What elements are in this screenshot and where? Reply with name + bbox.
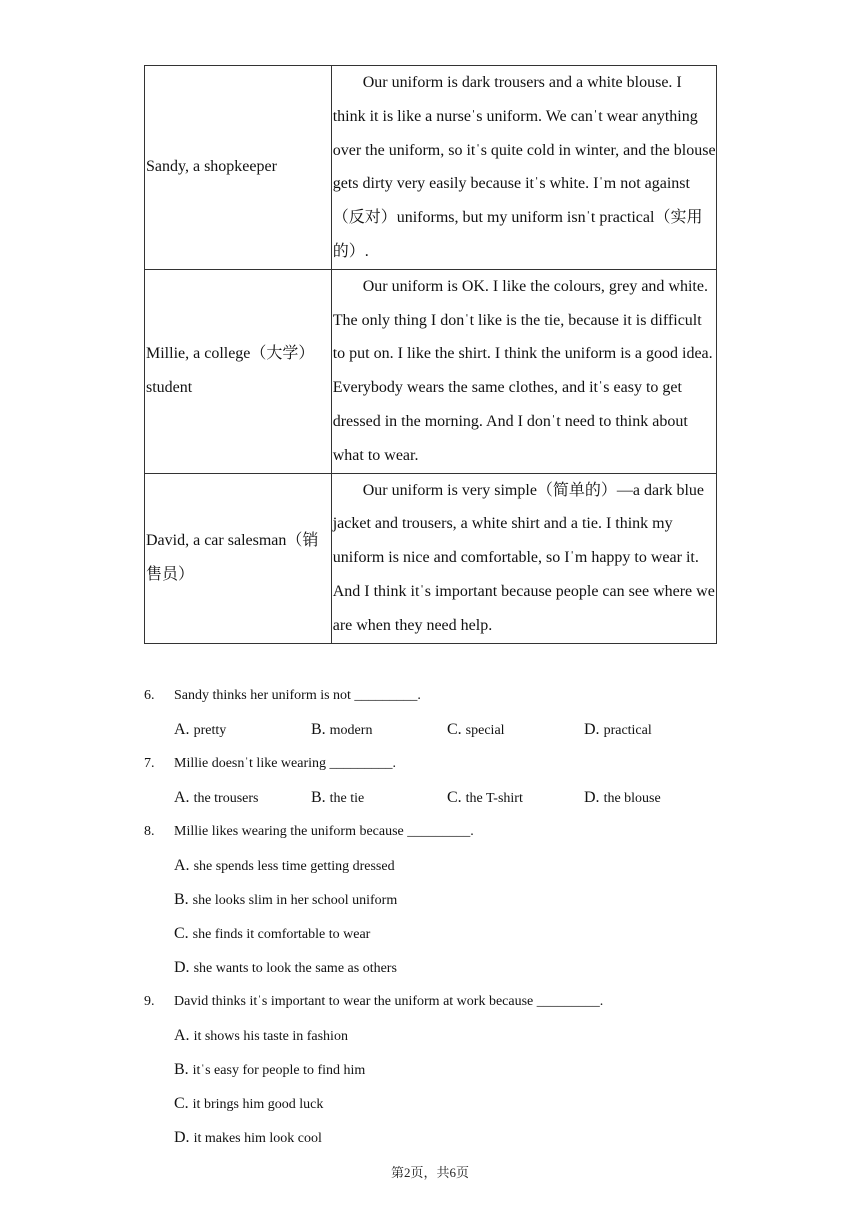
options-row: [144, 715, 724, 749]
opinion-text: Our uniform is dark trousers and a white blouse. I think it is like a nurseˈs uniform. We canˈt wear anything over the uniform, so itˈs quite cold in winter, and the blouse gets dirty very easily because itˈs white. Iˈm not against（反对）uniforms, but my uniform isnˈt practical（实用的）.: [332, 74, 716, 260]
option-text: the tie: [329, 791, 365, 806]
person-cell: Millie, a college（大学）student: [145, 269, 332, 473]
option-text: it makes him look cool: [193, 1131, 322, 1146]
option-d[interactable]: [584, 715, 652, 746]
page-footer: 第2页，共6页: [390, 1165, 469, 1180]
option-letter: C.: [174, 925, 189, 942]
person-cell: David, a car salesman（销售员）: [145, 473, 332, 643]
option-text: special: [465, 723, 505, 738]
opinion-cell: [331, 269, 716, 473]
opinion-cell: [331, 473, 716, 643]
opinions-table: [144, 65, 717, 644]
option-text: the trousers: [193, 791, 259, 806]
option-letter: B.: [174, 1061, 189, 1078]
question-6: [144, 681, 724, 715]
option-text: the T-shirt: [465, 791, 523, 806]
question-9: [144, 987, 724, 1021]
option-letter: C.: [174, 1095, 189, 1112]
question-8: [144, 817, 724, 851]
option-c[interactable]: [144, 919, 724, 953]
table-row: [145, 66, 717, 270]
option-c[interactable]: [447, 783, 523, 814]
option-letter: B.: [311, 789, 326, 806]
option-text: practical: [603, 723, 652, 738]
option-c[interactable]: [447, 715, 505, 746]
opinion-cell: [331, 66, 716, 270]
option-a[interactable]: [174, 783, 259, 814]
option-d[interactable]: [144, 1123, 724, 1157]
option-c[interactable]: [144, 1089, 724, 1123]
option-b[interactable]: [311, 783, 364, 814]
table-row: [145, 269, 717, 473]
option-letter: D.: [174, 959, 190, 976]
option-text: she spends less time getting dressed: [193, 859, 395, 874]
option-text: pretty: [193, 723, 227, 738]
option-b[interactable]: [144, 1055, 724, 1089]
option-letter: D.: [584, 721, 600, 738]
question-number: 6.: [144, 688, 155, 703]
opinion-text: Our uniform is very simple（简单的）—a dark blue jacket and trousers, a white shirt and a tie. I think my uniform is nice and comfortable, so Iˈm happy to wear it. And I think itˈs important because people can see where we are when they need help.: [332, 481, 715, 634]
option-text: she wants to look the same as others: [193, 961, 397, 976]
option-text: modern: [329, 723, 373, 738]
option-text: itˈs easy for people to find him: [192, 1063, 366, 1078]
question-7: [144, 749, 724, 783]
option-b[interactable]: [144, 885, 724, 919]
option-letter: C.: [447, 721, 462, 738]
question-stem: Sandy thinks her uniform is not _________.: [174, 688, 421, 703]
option-d[interactable]: [584, 783, 661, 814]
question-number: 7.: [144, 756, 155, 771]
options-row: [144, 783, 724, 817]
question-number: 8.: [144, 824, 155, 839]
option-letter: D.: [584, 789, 600, 806]
option-text: she finds it comfortable to wear: [192, 927, 371, 942]
option-text: it shows his taste in fashion: [193, 1029, 348, 1044]
question-stem: Millie likes wearing the uniform because _________.: [174, 824, 474, 839]
option-letter: C.: [447, 789, 462, 806]
option-b[interactable]: [311, 715, 372, 746]
option-letter: D.: [174, 1129, 190, 1146]
option-letter: B.: [311, 721, 326, 738]
opinion-text: Our uniform is OK. I like the colours, grey and white. The only thing I donˈt like is the tie, because it is difficult to put on. I like the shirt. I think the uniform is a good idea. Everybody wears the same clothes, and itˈs easy to get dressed in the morning. And I donˈt need to think about what to wear.: [332, 277, 713, 464]
question-number: 9.: [144, 994, 155, 1009]
option-a[interactable]: [144, 851, 724, 885]
table-row: [145, 473, 717, 643]
option-letter: B.: [174, 891, 189, 908]
question-stem: David thinks itˈs important to wear the uniform at work because _________.: [174, 994, 604, 1009]
option-a[interactable]: [144, 1021, 724, 1055]
option-text: she looks slim in her school uniform: [192, 893, 398, 908]
option-letter: A.: [174, 1027, 190, 1044]
option-letter: A.: [174, 857, 190, 874]
option-a[interactable]: [174, 715, 226, 746]
person-cell: Sandy, a shopkeeper: [145, 66, 332, 270]
option-text: it brings him good luck: [192, 1097, 324, 1112]
option-d[interactable]: [144, 953, 724, 987]
questions-section: [144, 681, 724, 1157]
option-letter: A.: [174, 721, 190, 738]
option-text: the blouse: [603, 791, 661, 806]
option-letter: A.: [174, 789, 190, 806]
question-stem: Millie doesnˈt like wearing _________.: [174, 756, 397, 771]
